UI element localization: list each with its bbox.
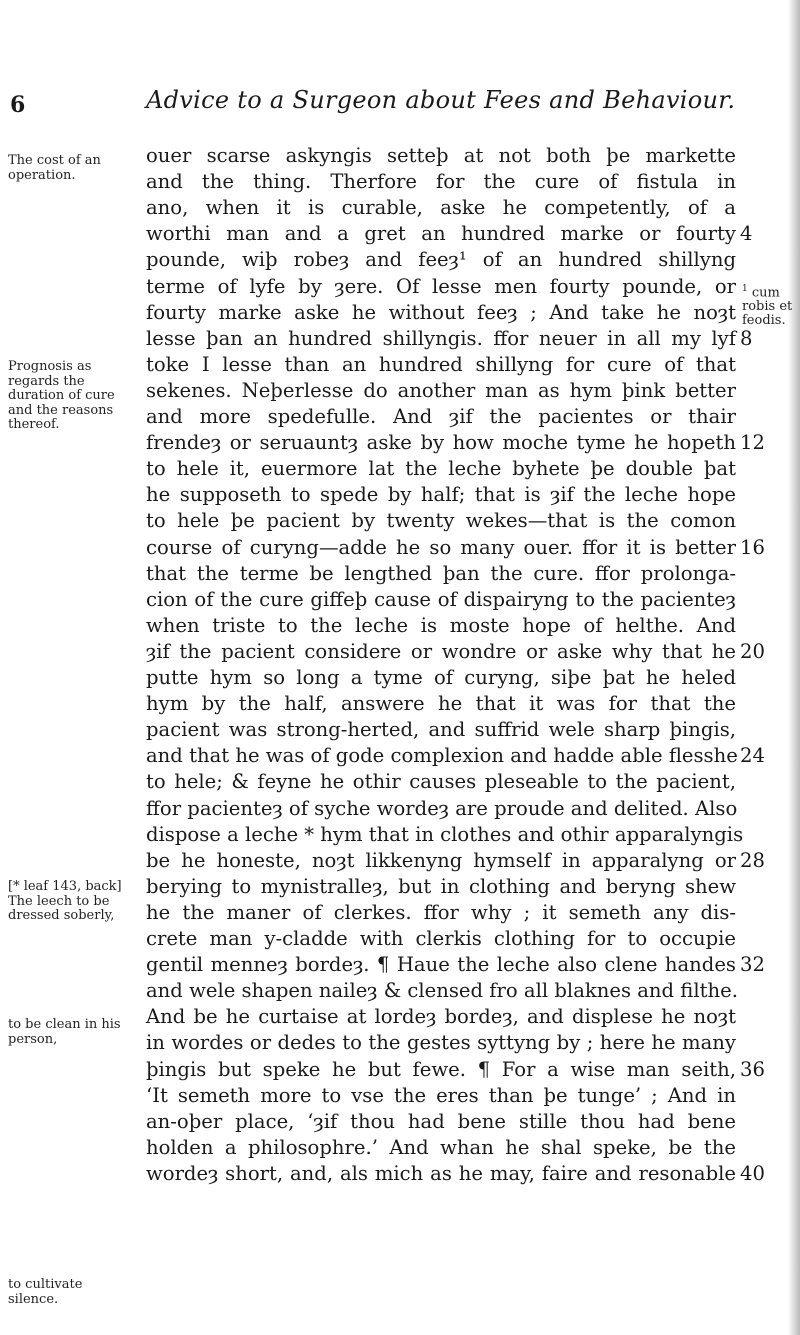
running-head: Advice to a Surgeon about Fees and Behaviour. xyxy=(146,86,736,114)
text-line: course of curyng—adde he so many ouer. ffor it is better xyxy=(146,536,736,559)
text-line: terme of lyfe by ȝere. Of lesse men fourty pounde, or xyxy=(146,275,736,298)
line-number: 12 xyxy=(740,431,765,454)
line-number: 4 xyxy=(740,222,753,245)
footnote-mark: 1 xyxy=(742,284,748,294)
text-line: ȝif the pacient considere or wondre or aske why that he xyxy=(146,640,736,663)
text-line: sekenes. Neþerlesse do another man as hym þink better xyxy=(146,379,736,402)
text-line: gentil menneȝ bordeȝ. ¶ Haue the leche also clene handes xyxy=(146,953,736,976)
line-number: 40 xyxy=(740,1162,765,1185)
line-number: 16 xyxy=(740,536,765,559)
text-line: berying to mynistralleȝ, but in clothing and beryng shew xyxy=(146,875,736,898)
text-line: to hele it, euermore lat the leche byhete þe double þat xyxy=(146,457,736,480)
text-line: crete man y-cladde with clerkis clothing for to occupie xyxy=(146,927,736,950)
text-line: and that he was of gode complexion and hadde able flesshe xyxy=(146,744,738,767)
line-number: 36 xyxy=(740,1058,765,1081)
page-edge-shadow xyxy=(788,0,800,1335)
text-line: lesse þan an hundred shillyngis. ffor neuer in all my lyf xyxy=(146,327,736,350)
line-number: 32 xyxy=(740,953,765,976)
side-note-silence: to cultivate silence. xyxy=(8,1277,83,1307)
line-number: 8 xyxy=(740,327,753,350)
text-line: and wele shapen naileȝ & clensed fro all blaknes and filthe. xyxy=(146,979,738,1002)
text-line: pounde, wiþ robeȝ and feeȝ¹ of an hundred shillyng xyxy=(146,248,736,271)
text-line: cion of the cure giffeþ cause of dispairyng to the pacienteȝ xyxy=(146,588,736,611)
text-line: an-oþer place, ‘ȝif thou had bene stille thou had bene xyxy=(146,1110,736,1133)
text-line: holden a philosophre.’ And whan he shal speke, be the xyxy=(146,1136,736,1159)
text-line: ano, when it is curable, aske he competently, of a xyxy=(146,196,736,219)
line-number: 24 xyxy=(740,744,765,767)
side-note-prognosis: Prognosis as regards the duration of cure and the reasons thereof. xyxy=(8,359,115,432)
side-note-cost: The cost of an operation. xyxy=(8,153,101,183)
text-line: when triste to the leche is moste hope of helthe. And xyxy=(146,614,736,637)
text-line: pacient was strong-herted, and suffrid wele sharp þingis, xyxy=(146,718,736,741)
text-line: wordeȝ short, and, als mich as he may, faire and resonable xyxy=(146,1162,736,1185)
text-line: ouer scarse askyngis setteþ at not both þe markette xyxy=(146,144,736,167)
text-line: hym by the half, answere he that it was for that the xyxy=(146,692,736,715)
line-number: 28 xyxy=(740,849,765,872)
side-note-clean-person: to be clean in his person, xyxy=(8,1017,121,1047)
text-line: ‘It semeth more to vse the eres than þe tunge’ ; And in xyxy=(146,1084,736,1107)
text-line: putte hym so long a tyme of curyng, siþe þat he heled xyxy=(146,666,736,689)
text-line: dispose a leche * hym that in clothes and othir apparalyngis xyxy=(146,823,744,846)
text-line: fourty marke aske he without feeȝ ; And take he noȝt xyxy=(146,301,736,324)
side-note-leaf-leech-dressed: [* leaf 143, back] The leech to be dressed soberly, xyxy=(8,879,122,923)
text-line: be he honeste, noȝt likkenyng hymself in apparalyng or xyxy=(146,849,736,872)
text-line: in wordes or dedes to the gestes syttyng by ; here he many xyxy=(146,1031,736,1054)
text-line: to hele; & feyne he othir causes pleseable to the pacient, xyxy=(146,770,736,793)
text-line: to hele þe pacient by twenty wekes—that is the comon xyxy=(146,509,736,532)
text-line: toke I lesse than an hundred shillyng for cure of that xyxy=(146,353,736,376)
line-number: 20 xyxy=(740,640,765,663)
footnote-text: cum robis et feodis. xyxy=(742,285,793,329)
text-line: that the terme be lengthed þan the cure. ffor prolonga- xyxy=(146,562,736,585)
footnote xyxy=(742,282,800,328)
text-line: þingis but speke he but fewe. ¶ For a wise man seith, xyxy=(146,1058,736,1081)
text-line: worthi man and a gret an hundred marke or fourty xyxy=(146,222,736,245)
text-line: frendeȝ or seruauntȝ aske by how moche tyme he hopeth xyxy=(146,431,736,454)
page-number: 6 xyxy=(10,92,26,118)
text-line: and more spedefulle. And ȝif the pacientes or thair xyxy=(146,405,736,428)
text-line: he supposeth to spede by half; that is ȝif the leche hope xyxy=(146,483,736,506)
text-line: And be he curtaise at lordeȝ bordeȝ, and displese he noȝt xyxy=(146,1005,736,1028)
text-line: he the maner of clerkes. ffor why ; it semeth any dis- xyxy=(146,901,736,924)
text-line: and the thing. Therfore for the cure of fistula in xyxy=(146,170,736,193)
text-line: ffor pacienteȝ of syche wordeȝ are proude and delited. Also xyxy=(146,797,738,820)
